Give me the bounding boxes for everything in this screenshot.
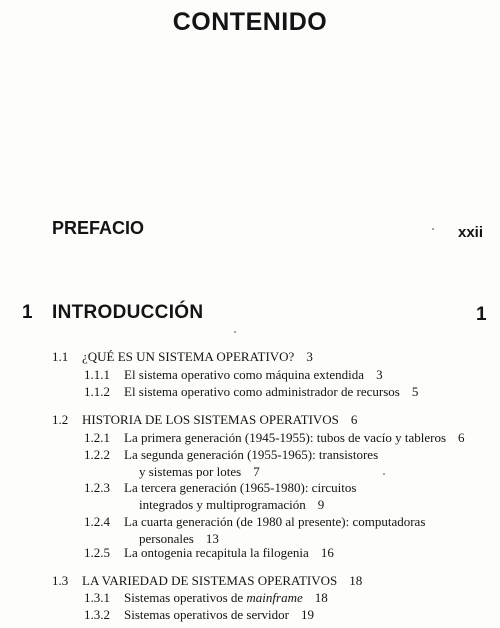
- toc-text: LA VARIEDAD DE SISTEMAS OPERATIVOS: [82, 573, 338, 588]
- toc-section-1-2: [52, 412, 492, 428]
- toc-text: La ontogenia recapitula la filogenia: [124, 545, 309, 560]
- toc-text-continued: integrados y multiprogramación: [139, 497, 306, 512]
- toc-entry-1-2-2: [84, 447, 494, 481]
- toc-page: 18: [349, 573, 363, 588]
- toc-number: 1.2.1: [84, 430, 110, 445]
- toc-number: 1.2.2: [84, 447, 110, 462]
- toc-entry-1-2-1: [84, 430, 494, 446]
- toc-section-1-1: [52, 349, 492, 365]
- toc-text: Sistemas operativos de servidor: [124, 607, 289, 622]
- chapter-number: 1: [22, 302, 33, 323]
- toc-text: La cuarta generación (de 1980 al presente): computadoras: [124, 514, 426, 529]
- toc-page: 6: [350, 412, 358, 427]
- scan-speck: [383, 473, 385, 475]
- toc-entry-1-2-5: [84, 545, 494, 561]
- scan-speck: [234, 331, 236, 333]
- toc-text: El sistema operativo como administrador de recursos: [124, 384, 400, 399]
- toc-text-continued: personales: [139, 531, 194, 546]
- toc-number: 1.3.2: [84, 607, 110, 622]
- toc-page: 6: [458, 430, 465, 445]
- toc-number: 1.1.2: [84, 384, 110, 399]
- toc-number: 1.3: [52, 573, 69, 588]
- toc-text: ¿QUÉ ES UN SISTEMA OPERATIVO?: [82, 349, 295, 364]
- toc-text: Sistemas operativos de: [124, 590, 247, 605]
- toc-entry-1-2-4: [84, 514, 494, 548]
- toc-page: 5: [411, 384, 419, 399]
- toc-text: El sistema operativo como máquina extendida: [124, 367, 365, 382]
- toc-page: 3: [306, 349, 313, 364]
- toc-page: 9: [317, 497, 325, 512]
- scan-speck: [432, 228, 434, 230]
- toc-text: HISTORIA DE LOS SISTEMAS OPERATIVOS: [82, 412, 339, 427]
- toc-entry-1-3-2: [84, 607, 494, 623]
- toc-section-1-3: [52, 573, 492, 589]
- toc-text-italic: mainframe: [246, 590, 303, 605]
- chapter-title: INTRODUCCIÓN: [52, 302, 204, 323]
- toc-text-continued: y sistemas por lotes: [139, 464, 242, 479]
- toc-number: 1.2: [52, 412, 69, 427]
- toc-number: 1.2.4: [84, 514, 110, 529]
- toc-page: 13: [205, 531, 219, 546]
- toc-entry-1-3-1: [84, 590, 494, 606]
- toc-entry-1-1-1: [84, 367, 494, 383]
- toc-number: 1.3.1: [84, 590, 110, 605]
- toc-text: La segunda generación (1955-1965): transistores: [124, 447, 379, 462]
- toc-number: 1.2.3: [84, 480, 110, 495]
- toc-text: La tercera generación (1965-1980): circuitos: [124, 480, 357, 495]
- toc-number: 1.1.1: [84, 367, 110, 382]
- page-title: CONTENIDO: [172, 8, 328, 36]
- toc-page: 19: [301, 607, 314, 622]
- chapter-page-number: 1: [476, 304, 487, 325]
- preface-heading: PREFACIO: [52, 218, 145, 238]
- toc-number: 1.2.5: [84, 545, 110, 560]
- toc-page: 3: [376, 367, 383, 382]
- toc-page: 18: [314, 590, 328, 605]
- toc-text: La primera generación (1945-1955): tubos de vacío y tableros: [124, 430, 446, 445]
- preface-page-number: xxii: [458, 224, 484, 241]
- toc-entry-1-2-3: [84, 480, 494, 514]
- toc-entry-1-1-2: [84, 384, 494, 400]
- toc-number: 1.1: [52, 349, 69, 364]
- toc-page: 7: [253, 464, 260, 479]
- toc-page: 16: [320, 545, 334, 560]
